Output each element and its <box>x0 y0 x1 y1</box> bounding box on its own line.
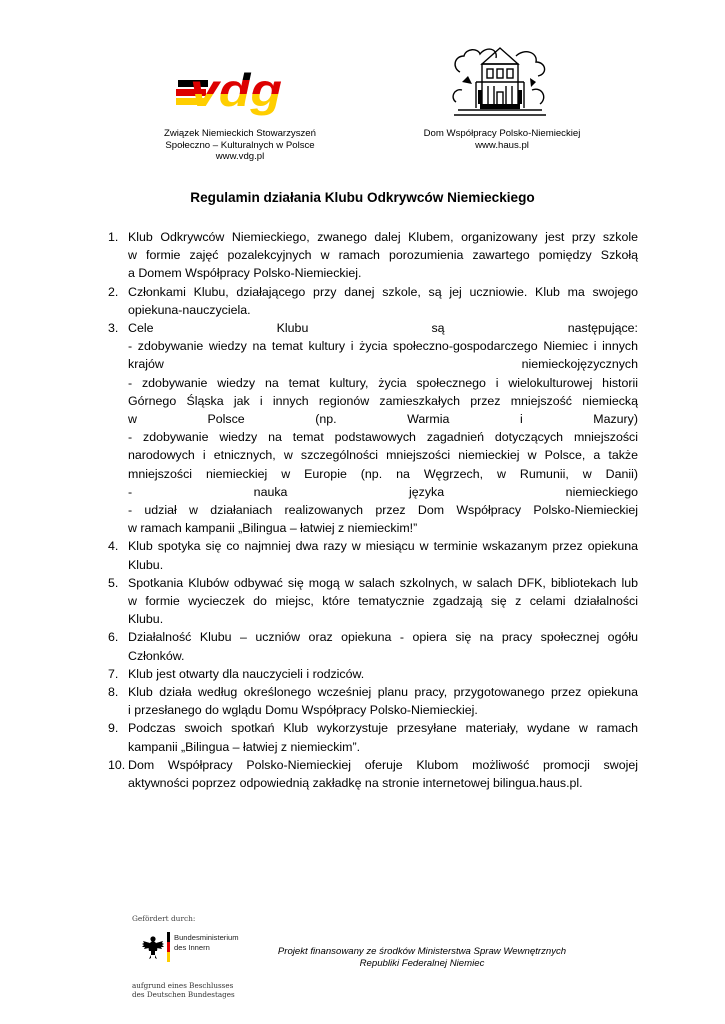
vdg-logo <box>176 62 286 116</box>
header-left-link[interactable]: www.vdg.pl <box>215 151 265 163</box>
rule-text-line: Klub działa według określonego wcześniej planu pracy, przygotowanego przez opiekuna <box>128 685 638 700</box>
header-left-line: Społeczno – Kulturalnych w Polsce <box>165 139 315 151</box>
rule-text-line: - udział w działaniach realizowanych przez Dom Współpracy Polsko-Niemieckiej <box>128 503 638 518</box>
rule-text <box>128 537 638 573</box>
rule-text-line: narodowych i etnicznych, w szczególności mniejszości niemieckiej w Polsce, a także <box>128 448 638 463</box>
rule-text-line: Członków. <box>128 648 185 663</box>
rule-text <box>128 665 638 683</box>
header-haus-address <box>404 128 600 151</box>
rule-text-line: w Polsce (np. Warmia i Mazury) <box>128 412 638 427</box>
rule-text-line: opiekuna-nauczyciela. <box>128 302 251 317</box>
rule-text-line: Cele Klubu są następujące: <box>128 321 638 336</box>
federal-eagle-icon <box>142 934 164 960</box>
rule-text <box>128 683 638 719</box>
rule-number: 2. <box>108 284 119 299</box>
bundestag-line: des Deutschen Bundestages <box>132 989 235 999</box>
rule-text-line: - nauka języka niemieckiego <box>128 484 638 499</box>
rule-text-line: Członkami Klubu, działającego przy danej szkole, są jej uczniowie. Klub ma swojego <box>128 284 638 299</box>
rules-list <box>108 228 638 792</box>
building-drawing-icon <box>446 42 554 122</box>
rule-number: 1. <box>108 230 119 244</box>
ministry-logo <box>142 932 262 982</box>
rule-item <box>108 665 638 683</box>
rule-text-line: Podczas swoich spotkań Klub wykorzystuje przesyłane materiały, wydane w ramach <box>128 721 638 736</box>
rule-number: 5. <box>108 575 119 590</box>
header-vdg-address <box>150 128 330 163</box>
ministry-line: Bundesministerium <box>174 933 239 942</box>
rule-text-line: Klub Odkrywców Niemieckiego, zwanego dalej Klubem, organizowany jest przy szkole <box>128 230 638 244</box>
rule-text <box>128 719 638 755</box>
rule-text-line: mniejszości niemieckiej w Europie (np. na Węgrzech, w Rumunii, w Danii) <box>128 466 638 481</box>
rule-text-line: w formie wycieczek do miejsc, które tematycznie zgadzają się z celami działalności <box>128 594 638 609</box>
rule-item <box>108 719 638 755</box>
rule-item <box>108 228 638 283</box>
rule-text-line: Dom Współpracy Polsko-Niemieckiej oferuje Klubom możliwość promocji swojej <box>128 757 638 772</box>
rule-number: 6. <box>108 630 119 645</box>
rule-text <box>128 628 638 664</box>
rule-text-line: kampanii „Bilingua – łatwiej z niemieckim”. <box>128 739 361 754</box>
rule-text <box>128 574 638 629</box>
gefordert-label: Gefördert durch: <box>132 914 196 923</box>
german-flag-stripe <box>167 932 170 962</box>
header-left-line: Związek Niemieckich Stowarzyszeń <box>164 128 316 139</box>
bundestag-note <box>132 982 235 1000</box>
rule-item <box>108 537 638 573</box>
rule-text <box>128 319 638 537</box>
rule-item <box>108 319 638 537</box>
footer-line: Projekt finansowany ze środków Ministerstwa Spraw Wewnętrznych <box>277 946 567 957</box>
haus-logo <box>446 42 554 122</box>
rule-item <box>108 756 638 792</box>
rule-item <box>108 283 638 319</box>
rule-number: 8. <box>108 685 119 700</box>
rule-text <box>128 756 638 792</box>
rule-text-line: Klubu. <box>128 557 164 572</box>
rule-text-line: Klub spotyka się co najmniej dwa razy w miesiącu w terminie wskazanym przez opiekuna <box>128 539 638 554</box>
funder-block <box>132 914 252 999</box>
rule-text-line: Działalność Klubu – uczniów oraz opiekuna - opiera się na pracy społecznej ogółu <box>128 630 638 645</box>
rule-text <box>128 283 638 319</box>
rule-text-line: a Domem Współpracy Polsko-Niemieckiej. <box>128 266 362 281</box>
header-right-link[interactable]: www.haus.pl <box>475 139 529 151</box>
rule-number: 3. <box>108 321 119 336</box>
rule-number: 10. <box>108 757 126 772</box>
rule-text <box>128 228 638 283</box>
rule-text-line: - zdobywanie wiedzy na temat kultury, życia społecznego i wielokulturowej historii <box>128 375 638 390</box>
rule-text-line: Spotkania Klubów odbywać się mogą w salach szkolnych, w salach DFK, bibliotekach lub <box>128 575 638 590</box>
footer-financing-note <box>262 946 582 969</box>
rule-item <box>108 628 638 664</box>
rule-item <box>108 683 638 719</box>
rule-text-line: Górnego Śląska jak i innych regionów zamieszkałych przez mniejszość niemiecką <box>128 393 638 408</box>
rule-number: 4. <box>108 539 119 554</box>
rule-text-line: krajów niemieckojęzycznych <box>128 357 638 372</box>
rule-text-line: - zdobywanie wiedzy na temat kultury i życia społeczno-gospodarczego Niemiec i innych <box>128 339 638 354</box>
ministry-line: des Innern <box>174 942 210 952</box>
rule-text-line: w formie zajęć pozalekcyjnych w ramach porozumienia zawartego pomiędzy Szkołą <box>128 248 638 263</box>
ministry-name <box>174 933 239 952</box>
rule-number: 9. <box>108 721 119 736</box>
rule-text-line: w ramach kampanii „Bilingua – łatwiej z niemieckim!” <box>128 521 418 536</box>
rule-text-line: - zdobywanie wiedzy na temat podstawowych zagadnień dotyczących mniejszości <box>128 430 638 445</box>
rule-item <box>108 574 638 629</box>
document-title: Regulamin działania Klubu Odkrywców Niemieckiego <box>190 190 535 205</box>
bundestag-line: aufgrund eines Beschlusses <box>132 981 234 990</box>
rule-text-line: Klubu. <box>128 612 164 627</box>
header-right-line: Dom Współpracy Polsko-Niemieckiej <box>423 128 581 139</box>
footer-line: Republiki Federalnej Niemiec <box>359 957 485 969</box>
rule-text-line: Klub jest otwarty dla nauczycieli i rodziców. <box>128 666 365 681</box>
rule-number: 7. <box>108 666 119 681</box>
rule-text-line: i przesłanego do wglądu Domu Współpracy Polsko-Niemieckiej. <box>128 703 478 718</box>
rule-text-line: aktywności poprzez odpowiednią zakładkę na stronie internetowej bilingua.haus.pl. <box>128 776 583 791</box>
